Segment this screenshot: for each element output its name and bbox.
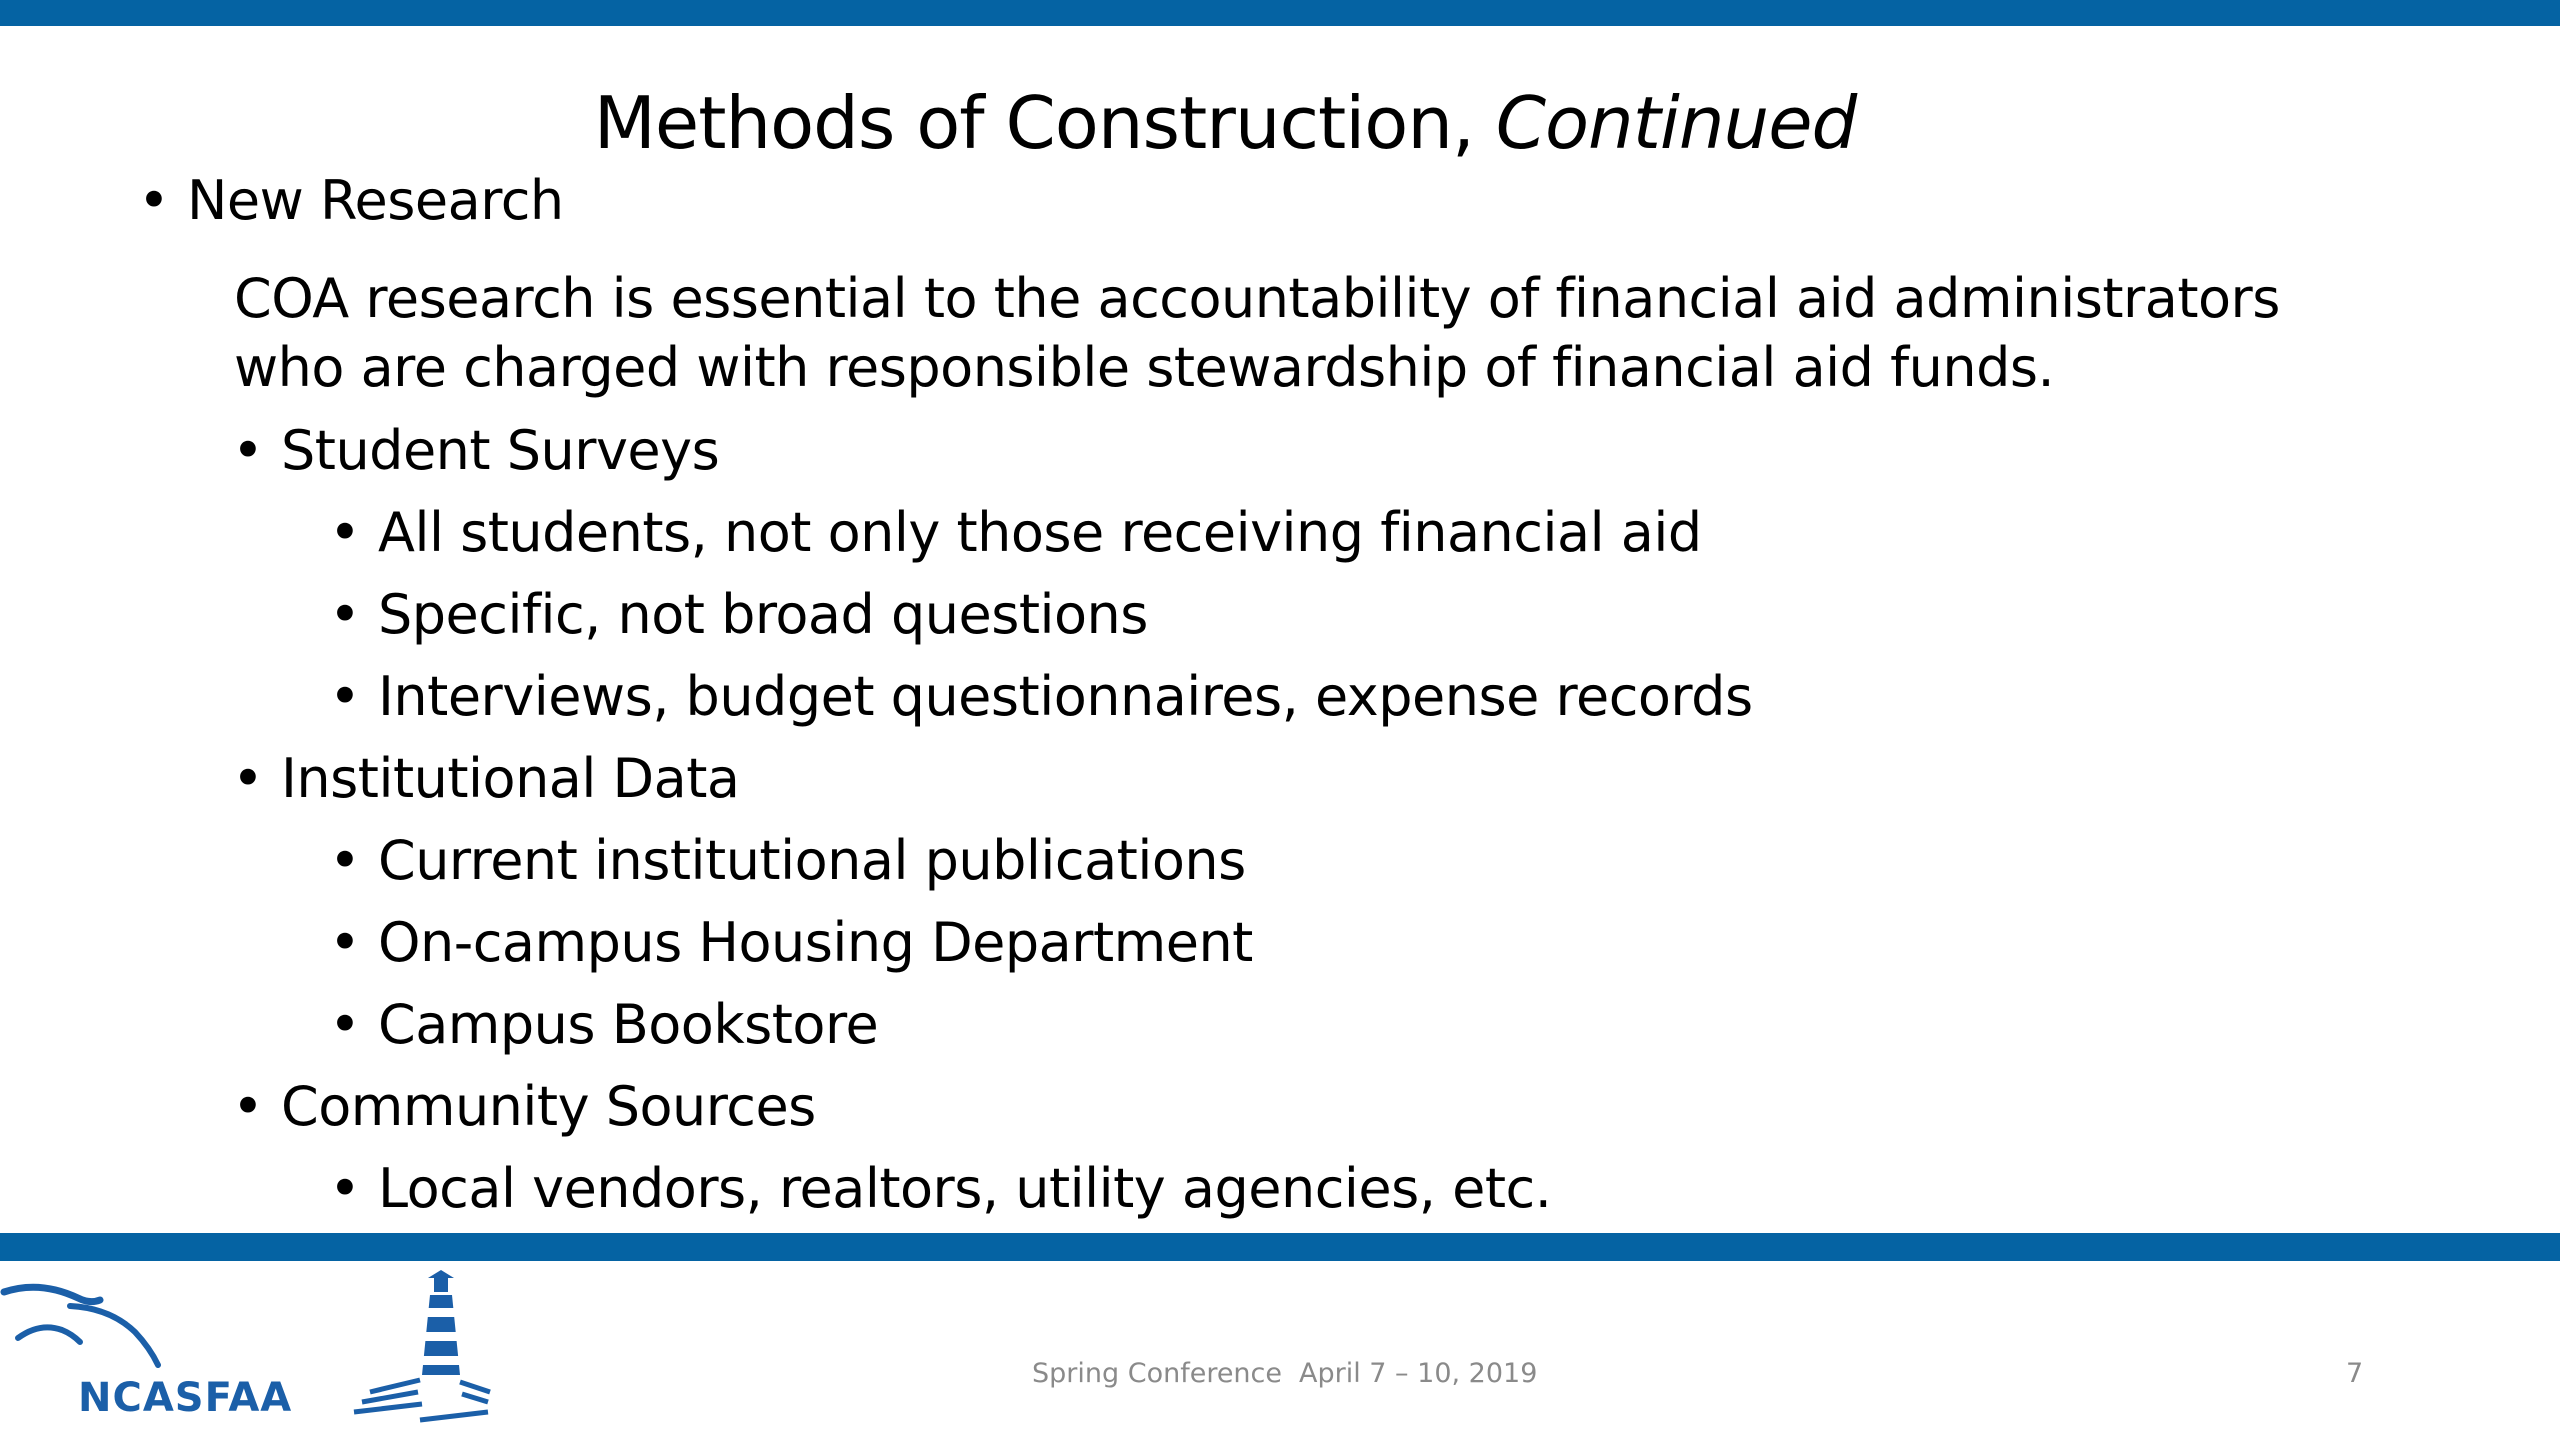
- bullet-glyph: •: [329, 911, 361, 974]
- bullet-glyph: •: [232, 1075, 264, 1138]
- paragraph-line-1: COA research is essential to the accountability of financial aid administrators: [234, 267, 2280, 330]
- slide-number: 7: [2346, 1358, 2364, 1389]
- bullet-glyph: •: [329, 501, 361, 564]
- list-item: Current institutional publications: [378, 829, 1246, 892]
- list-item: Interviews, budget questionnaires, expense records: [378, 665, 1753, 728]
- section-community-sources: Community Sources: [281, 1075, 816, 1138]
- logo-wordmark: NCASFAA: [78, 1375, 293, 1421]
- footer-conference: Spring Conference: [1032, 1358, 1283, 1389]
- bullet-glyph: •: [329, 993, 361, 1056]
- bullet-glyph: •: [329, 665, 361, 728]
- section-student-surveys: Student Surveys: [281, 419, 720, 482]
- heading-new-research: New Research: [187, 169, 564, 232]
- paragraph-line-2: who are charged with responsible stewardship of financial aid funds.: [234, 336, 2055, 399]
- bullet-glyph: •: [138, 169, 170, 232]
- list-item: Campus Bookstore: [378, 993, 879, 1056]
- bullet-glyph: •: [232, 747, 264, 810]
- footer-dates: April 7 – 10, 2019: [1299, 1358, 1538, 1389]
- slide-title-italic: Continued: [1495, 81, 1857, 165]
- list-item: Specific, not broad questions: [378, 583, 1148, 646]
- list-item: All students, not only those receiving financial aid: [378, 501, 1702, 564]
- section-institutional-data: Institutional Data: [281, 747, 740, 810]
- bullet-glyph: •: [232, 419, 264, 482]
- bullet-glyph: •: [329, 583, 361, 646]
- slide-title-main: Methods of Construction,: [593, 81, 1496, 165]
- bullet-glyph: •: [329, 1157, 361, 1220]
- bullet-glyph: •: [329, 829, 361, 892]
- list-item: On-campus Housing Department: [378, 911, 1253, 974]
- list-item: Local vendors, realtors, utility agencies, etc.: [378, 1157, 1552, 1220]
- bottom-accent-bar: [0, 1233, 2560, 1261]
